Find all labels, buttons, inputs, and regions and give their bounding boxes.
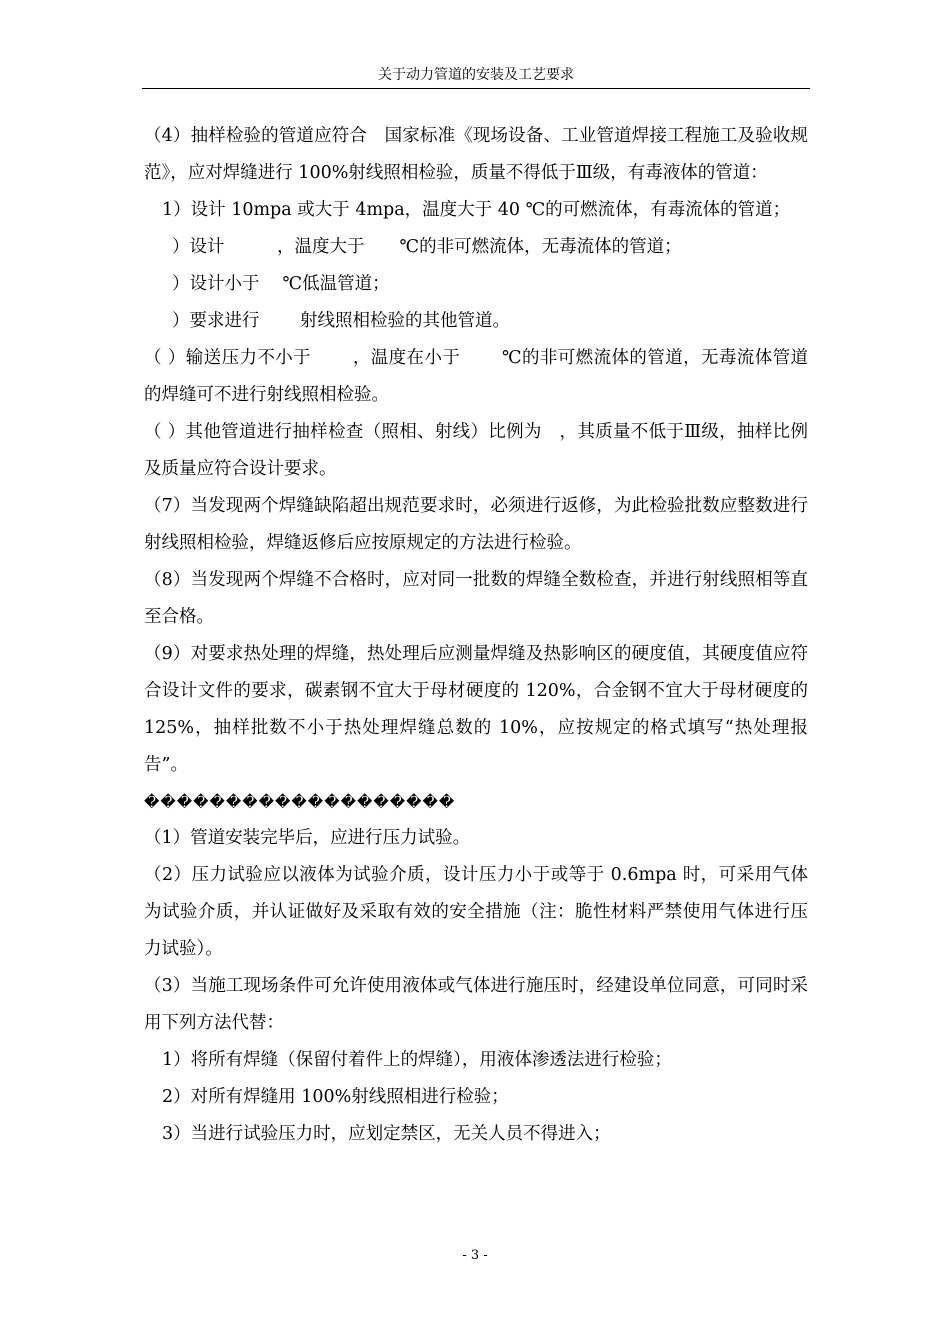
paragraph-7: （7）当发现两个焊缝缺陷超出规范要求时，必须进行返修，为此检验批数应整数进行射线照相检验，焊缝返修后应按原规定的方法进行检验。 <box>144 496 808 553</box>
list-item-alt-2: 2）对所有焊缝用 100%射线照相进行检验； <box>162 1087 509 1107</box>
paragraph-8: （8）当发现两个焊缝不合格时，应对同一批数的焊缝全数检查，并进行射线照相等直至合格。 <box>144 570 808 627</box>
list-item-4: ）要求进行 射线照相检验的其他管道。 <box>172 311 511 331</box>
section-heading: ������������������� <box>144 793 456 811</box>
list-item-2: ）设计 ，温度大于 ℃的非可燃流体，无毒流体的管道； <box>172 237 682 257</box>
list-item-1: 1）设计 10mpa 或大于 4mpa，温度大于 40 ℃的可燃流体，有毒流体的管道； <box>162 200 791 220</box>
list-item-3: ）设计小于 ℃低温管道； <box>172 274 390 294</box>
page-number: - 3 - <box>462 1248 488 1263</box>
page-header: 关于动力管道的安装及工艺要求 <box>142 62 810 89</box>
paragraph-9: （9）对要求热处理的焊缝，热处理后应测量焊缝及热影响区的硬度值，其硬度值应符合设计文件的要求，碳素钢不宜大于母材硬度的 120%，合金钢不宜大于母材硬度的 125%，抽样批数不小于热处理焊缝总数的 10%，应按规定的格式填写“热处理报告”。 <box>144 644 814 775</box>
list-item-alt-3: 3）当进行试验压力时，应划定禁区，无关人员不得进入； <box>162 1124 611 1144</box>
paragraph-pressure-1: （1）管道安装完毕后，应进行压力试验。 <box>144 828 471 848</box>
document-body <box>144 118 814 1153</box>
paragraph-sampling-inspection: （4）抽样检验的管道应符合 国家标准《现场设备、工业管道焊接工程施工及验收规范》，应对焊缝进行 100%射线照相检验，质量不得低于Ⅲ级，有毒液体的管道： <box>144 126 808 183</box>
paragraph-pressure-2: （2）压力试验应以液体为试验介质，设计压力小于或等于 0.6mpa 时，可采用气体为试验介质，并认证做好及采取有效的安全措施（注：脆性材料严禁使用气体进行压力试验）。 <box>144 865 808 959</box>
paragraph-5: （ ）输送压力不小于 ，温度在小于 ℃的非可燃流体的管道，无毒流体管道的焊缝可不进行射线照相检验。 <box>144 348 808 405</box>
paragraph-6: （ ）其他管道进行抽样检查（照相、射线）比例为 ，其质量不低于Ⅲ级，抽样比例及质量应符合设计要求。 <box>144 422 808 479</box>
list-item-alt-1: 1）将所有焊缝（保留付着件上的焊缝），用液体渗透法进行检验； <box>162 1050 672 1070</box>
paragraph-pressure-3: （3）当施工现场条件可允许使用液体或气体进行施压时，经建设单位同意，可同时采用下列方法代替： <box>144 976 808 1033</box>
